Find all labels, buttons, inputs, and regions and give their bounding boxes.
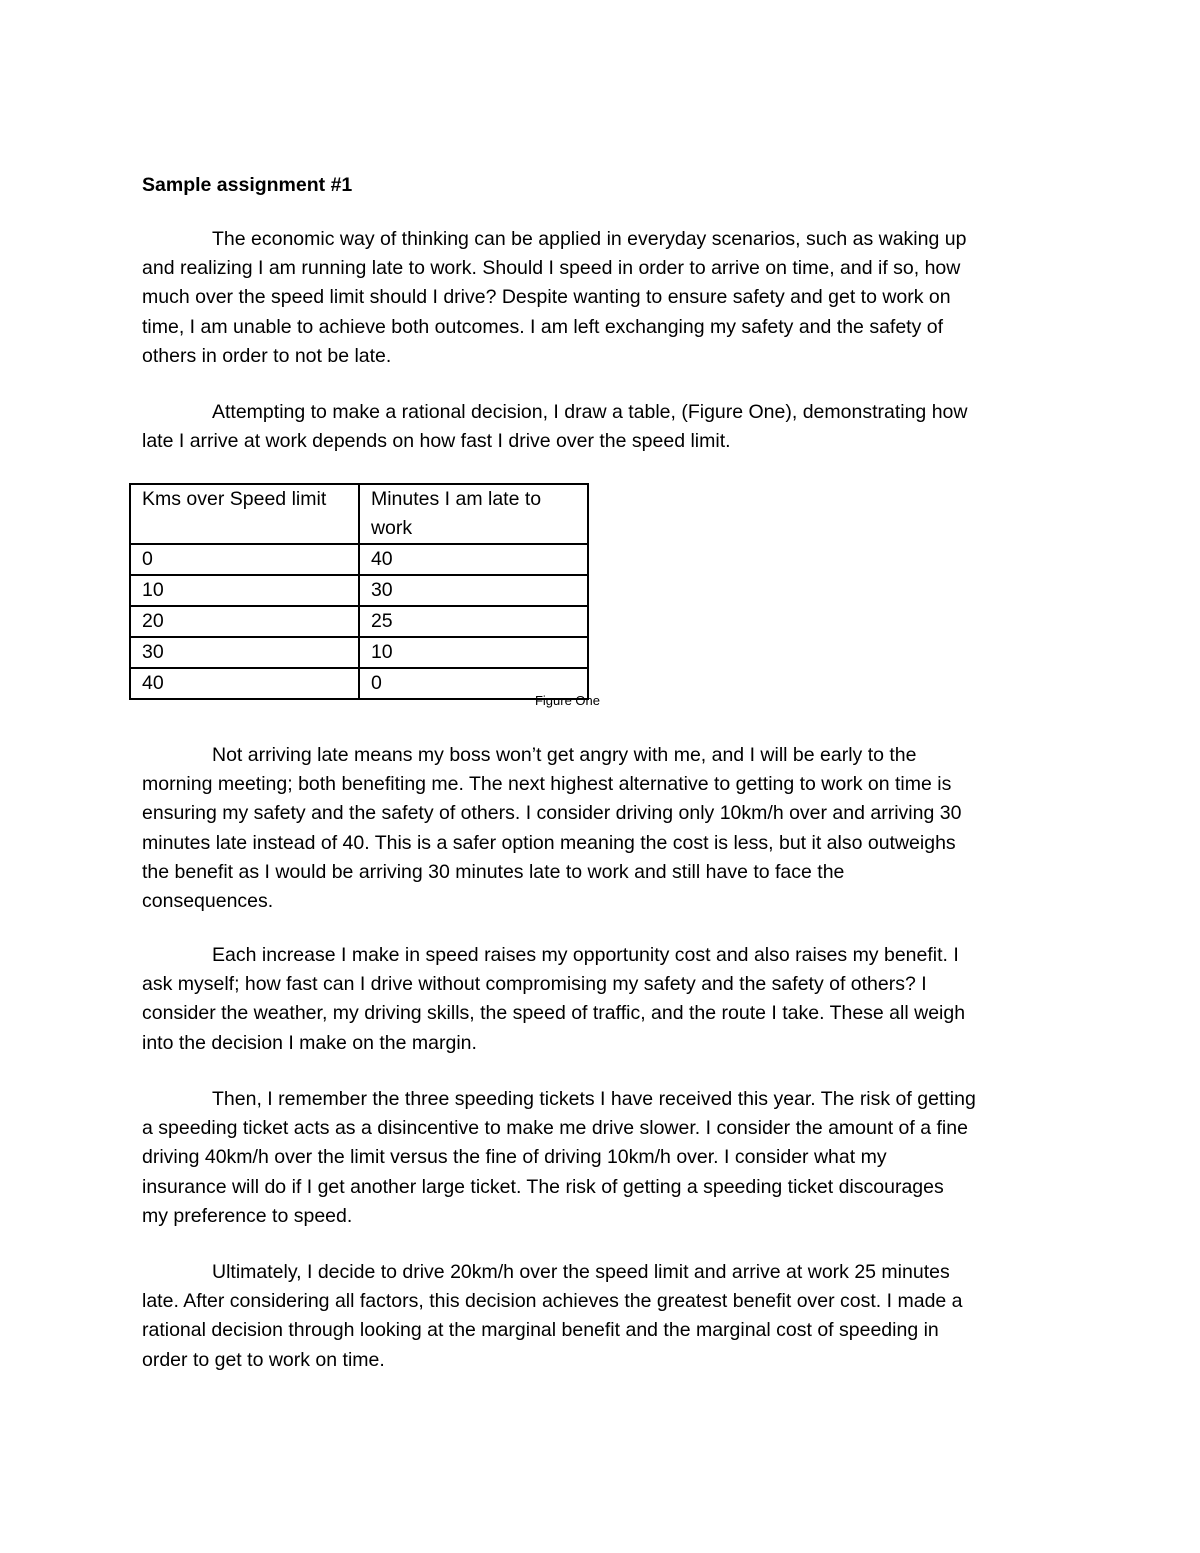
table-header-cell: Kms over Speed limit	[130, 484, 359, 544]
table-cell: 10	[359, 637, 588, 668]
table-header-cell: Minutes I am late to work	[359, 484, 588, 544]
paragraph-line: late I arrive at work depends on how fast I drive over the speed limit.	[142, 430, 731, 453]
table-row	[130, 637, 588, 668]
table-header-row	[130, 484, 588, 544]
paragraph-intro	[142, 225, 1062, 371]
paragraph-line: minutes late instead of 40. This is a safer option meaning the cost is less, but it also outweighs	[142, 831, 956, 854]
paragraph-line: consider the weather, my driving skills, the speed of traffic, and the route I take. These all weigh	[142, 1002, 966, 1025]
paragraph-line: ask myself; how fast can I drive without compromising my safety and the safety of others? I	[142, 973, 927, 996]
paragraph-line: Then, I remember the three speeding tickets I have received this year. The risk of getting	[212, 1088, 976, 1110]
paragraph-opportunity-cost	[142, 941, 1062, 1058]
paragraph-line: into the decision I make on the margin.	[142, 1031, 477, 1054]
table-cell: 40	[130, 668, 359, 699]
paragraph-line: ensuring my safety and the safety of others. I consider driving only 10km/h over and arriving 30	[142, 802, 962, 825]
table-row	[130, 575, 588, 606]
table-cell: 25	[359, 606, 588, 637]
table-cell: 0	[359, 668, 588, 699]
paragraph-line: late. After considering all factors, this decision achieves the greatest benefit over cost. I made a	[142, 1290, 963, 1313]
table-cell: 20	[130, 606, 359, 637]
speed-lateness-table	[129, 483, 589, 700]
paragraph-line: Attempting to make a rational decision, I draw a table, (Figure One), demonstrating how	[212, 401, 968, 423]
document-title: Sample assignment #1	[142, 174, 353, 196]
table-cell: 30	[359, 575, 588, 606]
paragraph-line: consequences.	[142, 889, 274, 912]
paragraph-line: much over the speed limit should I drive? Despite wanting to ensure safety and get to work on	[142, 286, 951, 309]
table-cell: 0	[130, 544, 359, 575]
paragraph-line: order to get to work on time.	[142, 1348, 385, 1371]
table-cell: 40	[359, 544, 588, 575]
table-cell: 30	[130, 637, 359, 668]
paragraph-line: time, I am unable to achieve both outcomes. I am left exchanging my safety and the safety of	[142, 315, 944, 338]
table-cell: 10	[130, 575, 359, 606]
paragraph-line: Not arriving late means my boss won’t get angry with me, and I will be early to the	[212, 744, 917, 766]
paragraph-line: others in order to not be late.	[142, 344, 392, 367]
paragraph-line: The economic way of thinking can be applied in everyday scenarios, such as waking up	[212, 228, 967, 250]
paragraph-line: the benefit as I would be arriving 30 minutes late to work and still have to face the	[142, 860, 845, 883]
paragraph-line: morning meeting; both benefiting me. The next highest alternative to getting to work on time is	[142, 773, 952, 796]
figure-caption: Figure One	[534, 693, 600, 708]
paragraph-table-intro	[142, 398, 1062, 456]
table-row	[130, 544, 588, 575]
paragraph-line: Ultimately, I decide to drive 20km/h over the speed limit and arrive at work 25 minutes	[212, 1261, 950, 1283]
paragraph-line: driving 40km/h over the limit versus the fine of driving 10km/h over. I consider what my	[142, 1146, 887, 1169]
paragraph-tickets	[142, 1085, 1062, 1231]
paragraph-line: my preference to speed.	[142, 1204, 353, 1227]
paragraph-conclusion	[142, 1258, 1062, 1375]
paragraph-line: and realizing I am running late to work. Should I speed in order to arrive on time, and if so, how	[142, 257, 961, 280]
paragraph-line: rational decision through looking at the marginal benefit and the marginal cost of speeding in	[142, 1319, 939, 1342]
paragraph-line: Each increase I make in speed raises my opportunity cost and also raises my benefit. I	[212, 944, 959, 966]
paragraph-line: a speeding ticket acts as a disincentive to make me drive slower. I consider the amount of a fine	[142, 1117, 968, 1140]
paragraph-line: insurance will do if I get another large ticket. The risk of getting a speeding ticket discourages	[142, 1175, 944, 1198]
paragraph-benefits	[142, 741, 1062, 916]
table-row	[130, 606, 588, 637]
